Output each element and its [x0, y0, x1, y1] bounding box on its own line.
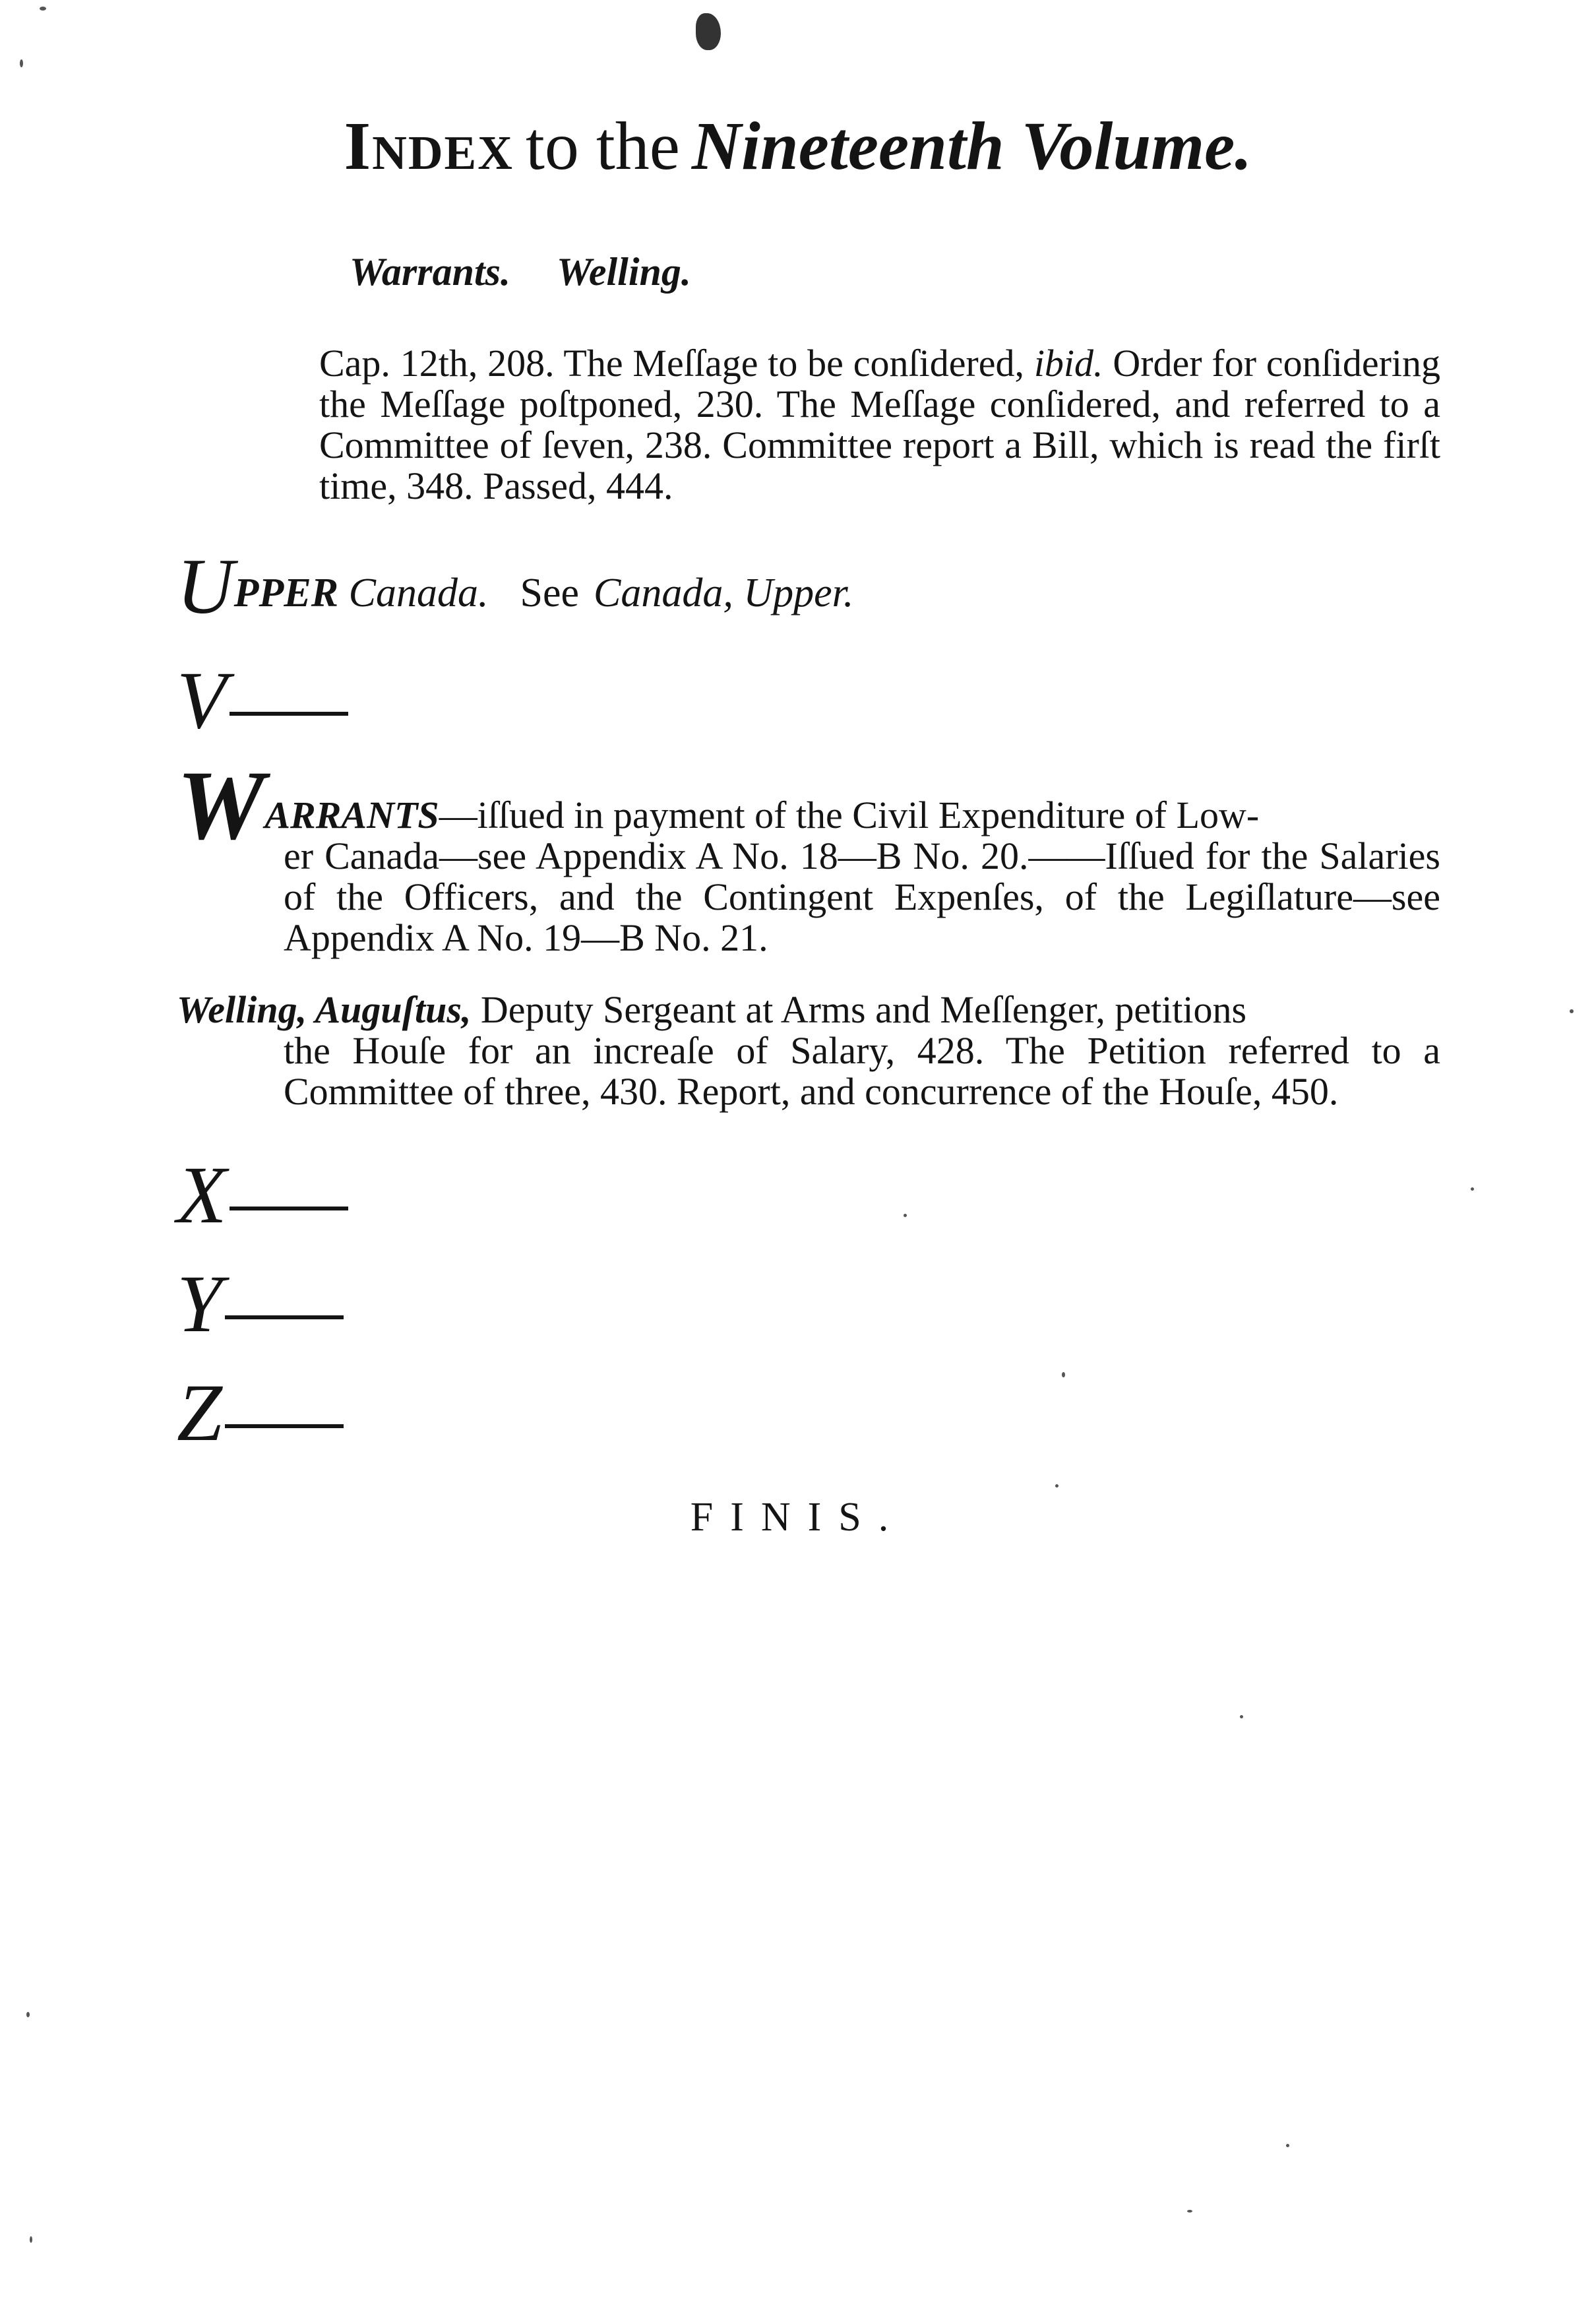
letter-z: Z	[177, 1367, 222, 1458]
warrants-first-line	[177, 751, 1440, 860]
warrants-head	[177, 751, 439, 860]
continuation-text-b: Order for conſidering the Meſſage poſtponed, 230. The Meſſage conſidered, and referred to a Committee of ſeven, 238. Committee report a Bill, which is read the firſt time, 348. Passed, 444.	[319, 342, 1441, 507]
letter-heading-y	[177, 1259, 344, 1349]
entry-upper-canada	[177, 541, 853, 632]
title-middle: to the	[525, 108, 680, 184]
letter-z-rule	[225, 1424, 344, 1428]
entry-welling	[177, 989, 1440, 1112]
continuation-text-a: Cap. 12th, 208. The Meſſage to be conſidered,	[319, 342, 1034, 385]
catchword-right: Welling.	[556, 250, 691, 294]
upper-target: Canada, Upper.	[594, 571, 854, 615]
warrants-line1: —iſſued in payment of the Civil Expenditure of Low-	[439, 794, 1260, 836]
upper-see: See	[520, 571, 580, 615]
letter-heading-v	[177, 655, 348, 745]
welling-rest: the Houſe for an increaſe of Salary, 428. The Petition referred to a Committee of three, 430. Report, and concurrence of the Houſe, 450.	[284, 1029, 1440, 1113]
warrants-initial: W	[177, 751, 265, 860]
finis: FINIS.	[690, 1495, 906, 1540]
catchwords	[350, 249, 737, 295]
upper-title-rest: Canada.	[338, 571, 489, 615]
warrants-caps: ARRANTS	[264, 794, 439, 836]
letter-x: X	[177, 1150, 227, 1240]
letter-x-rule	[230, 1207, 348, 1210]
letter-v: V	[177, 655, 227, 745]
letter-y: Y	[177, 1259, 222, 1349]
upper-caps: PPER	[233, 571, 339, 615]
entry-warrants	[177, 751, 1440, 959]
upper-initial: U	[177, 542, 234, 630]
continuation-ibid: ibid.	[1033, 342, 1103, 385]
running-title	[0, 106, 1596, 188]
letter-v-rule	[230, 712, 348, 716]
title-volume: Nineteenth Volume.	[691, 108, 1252, 184]
welling-line1: Deputy Sergeant at Arms and Meſſenger, petitions	[471, 988, 1247, 1031]
continuation-paragraph	[319, 343, 1440, 507]
welling-first-line	[177, 988, 1246, 1031]
letter-heading-x	[177, 1150, 348, 1240]
title-index-word: Index	[344, 108, 514, 184]
welling-name: Welling, Auguſtus,	[177, 988, 472, 1031]
letter-heading-z	[177, 1367, 344, 1458]
catchword-left: Warrants.	[350, 250, 510, 294]
warrants-rest: er Canada—see Appendix A No. 18—B No. 20.——Iſſued for the Salaries of the Officers, and the Contingent Expenſes, of the Legiſlature—see Appendix A No. 19—B No. 21.	[284, 834, 1440, 959]
letter-y-rule	[225, 1315, 344, 1319]
